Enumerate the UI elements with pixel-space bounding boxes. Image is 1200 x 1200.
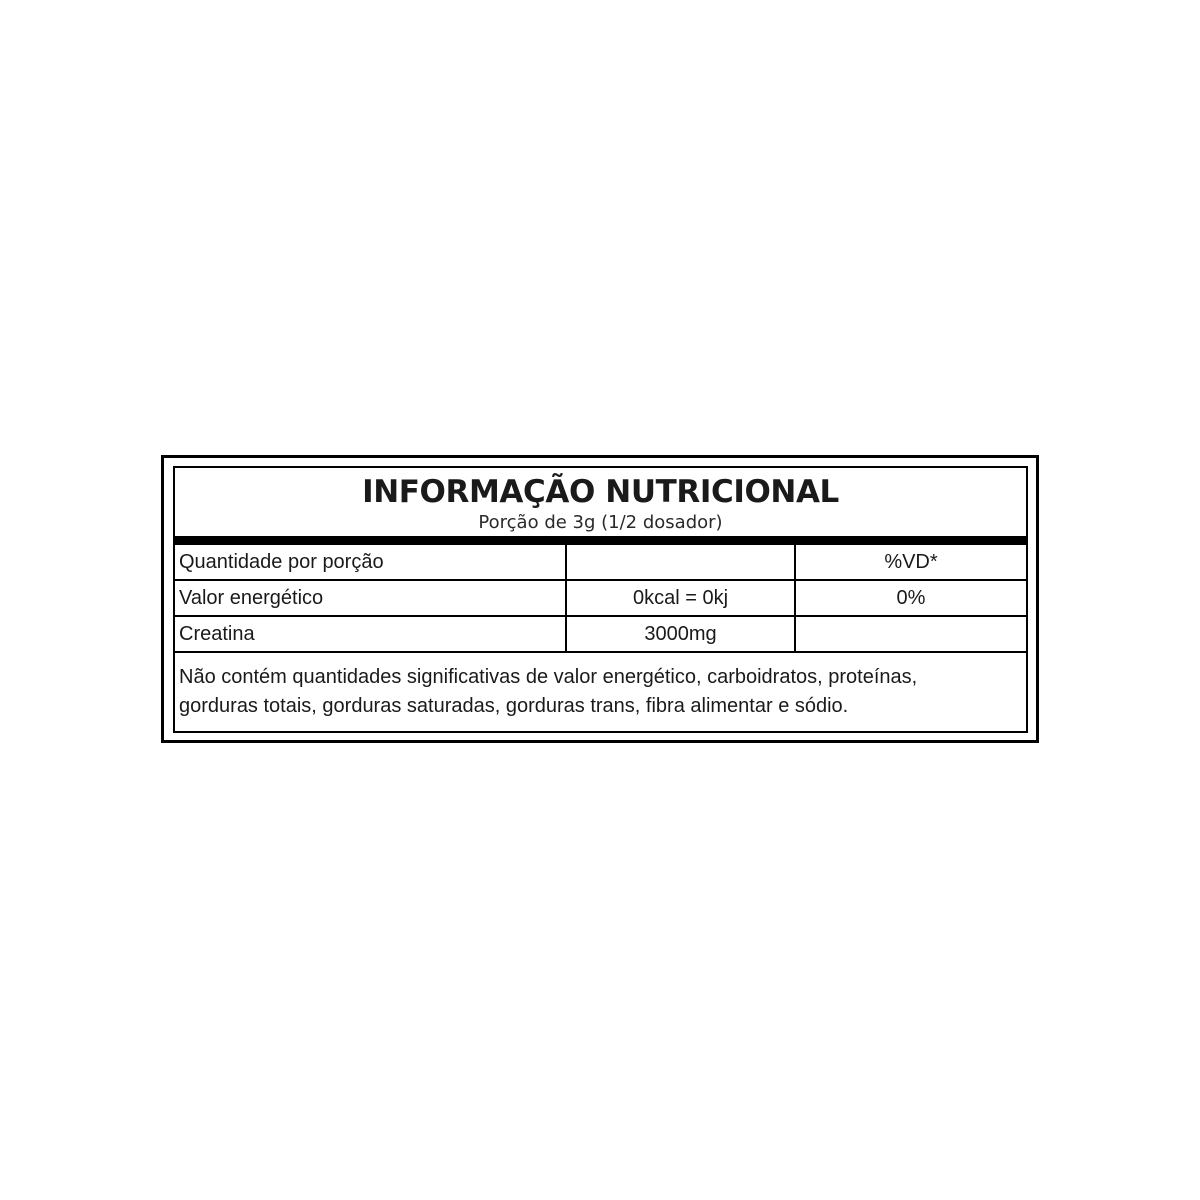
- footnote-line: gorduras totais, gorduras saturadas, gorduras trans, fibra alimentar e sódio.: [179, 695, 849, 717]
- nutrient-name: Creatina: [175, 616, 566, 652]
- nutrition-label: [173, 466, 1028, 733]
- footnote: [179, 663, 1019, 721]
- thick-divider: [175, 536, 1026, 545]
- nutrient-name: Valor energético: [175, 580, 566, 616]
- header-daily-value: %VD*: [795, 545, 1026, 580]
- serving-size: Porção de 3g (1/2 dosador): [478, 512, 723, 533]
- footnote-line: Não contém quantidades significativas de valor energético, carboidratos, proteínas,: [179, 666, 918, 688]
- label-header: [175, 468, 1026, 538]
- nutrient-daily-value: [795, 616, 1026, 652]
- label-title: INFORMAÇÃO NUTRICIONAL: [362, 474, 839, 510]
- table-row: [175, 580, 1026, 616]
- nutrient-amount: 0kcal = 0kj: [566, 580, 795, 616]
- nutrient-daily-value: 0%: [795, 580, 1026, 616]
- nutrition-table: [175, 545, 1026, 653]
- header-quantity-per-serving: Quantidade por porção: [175, 545, 566, 580]
- nutrient-amount: 3000mg: [566, 616, 795, 652]
- header-amount: [566, 545, 795, 580]
- table-row: [175, 616, 1026, 652]
- table-header-row: [175, 545, 1026, 580]
